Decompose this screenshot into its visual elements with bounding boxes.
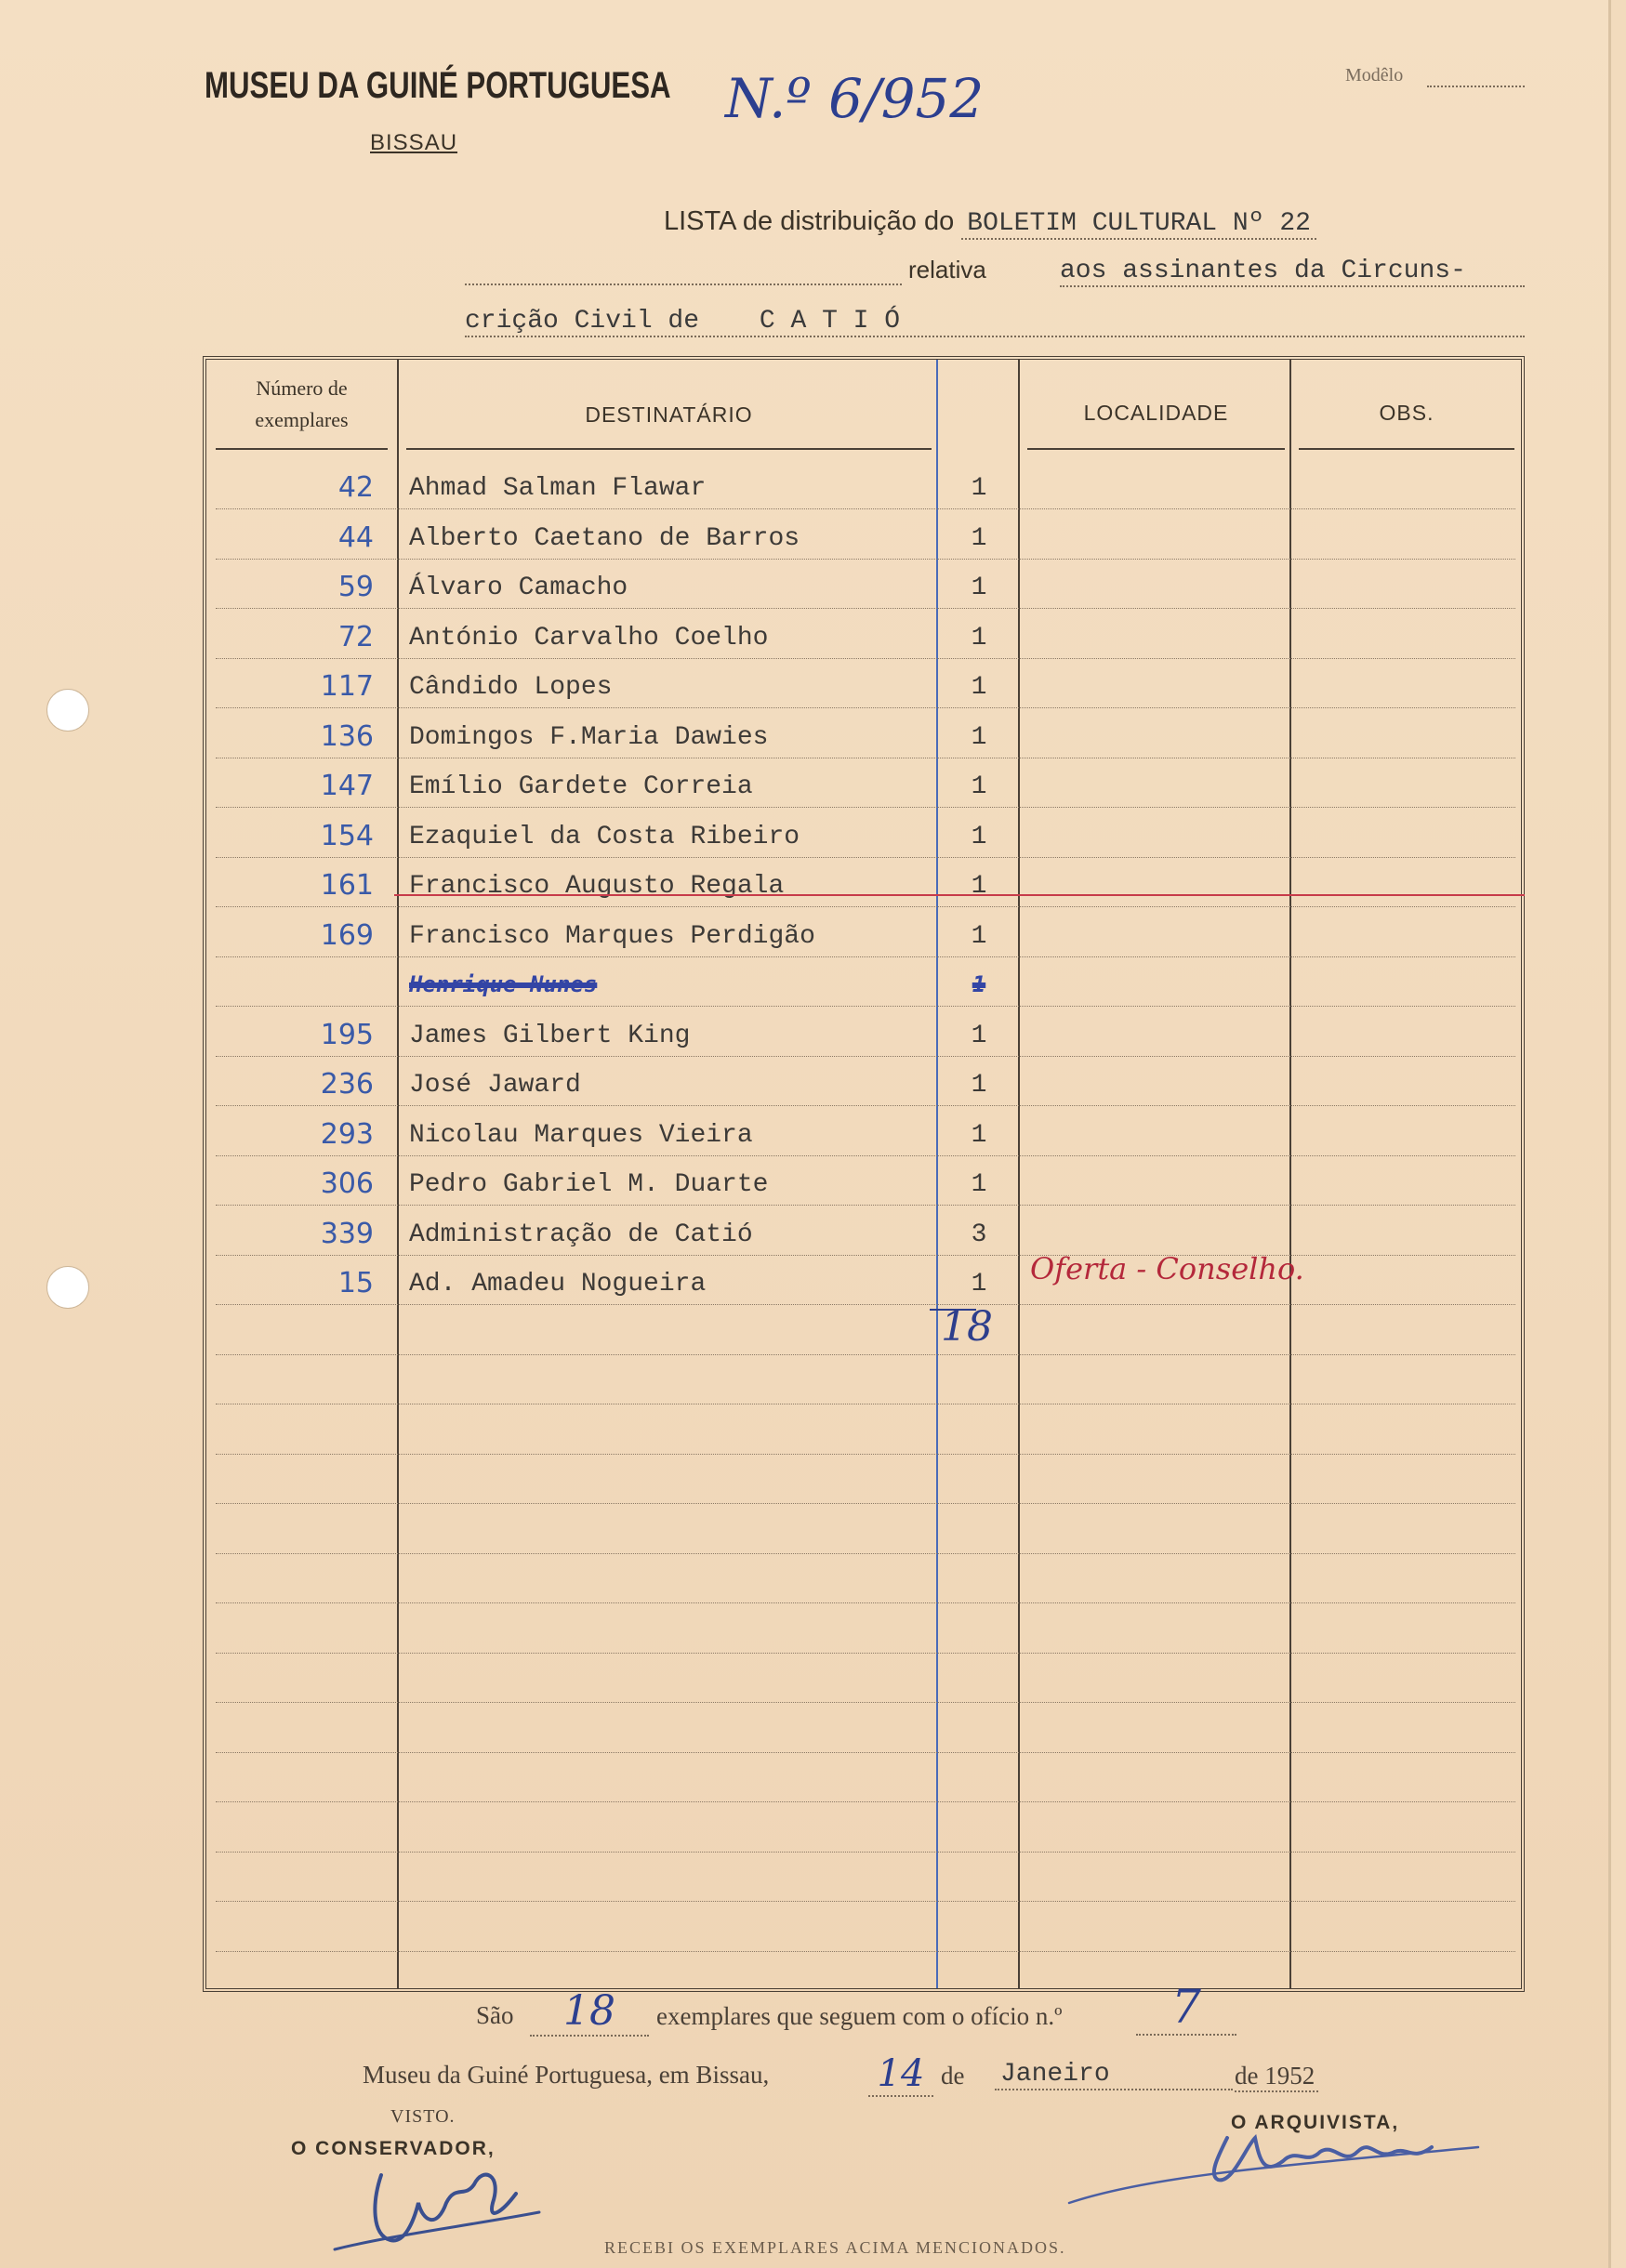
row-number: 169 [320, 918, 374, 952]
row-number: 161 [320, 869, 374, 902]
row-rule [216, 707, 1515, 708]
footer-de: de [941, 2062, 965, 2090]
row-recipient: Francisco Augusto Regala [409, 872, 785, 901]
total-count: 18 [941, 1303, 993, 1351]
row-quantity: 1 [971, 772, 987, 801]
row-rule [216, 1702, 1515, 1703]
row-rule [216, 1255, 1515, 1256]
row-recipient: Ezaquiel da Costa Ribeiro [409, 822, 800, 851]
header-rule-4 [1299, 448, 1514, 450]
row-rule [216, 1553, 1515, 1554]
footer-sao-value: 18 [530, 1987, 649, 2037]
punch-hole-bottom [46, 1266, 89, 1309]
row-number: 117 [320, 670, 374, 703]
row-number: 339 [320, 1217, 374, 1250]
row-rule [216, 1951, 1515, 1952]
relativa-label: relativa [908, 256, 986, 284]
row-rule [216, 1006, 1515, 1007]
circunscricao-text: crição Civil de [465, 307, 700, 336]
row-number: 72 [337, 620, 374, 653]
row-rule [216, 857, 1515, 858]
row-recipient: Alberto Caetano de Barros [409, 523, 800, 553]
row-number: 293 [320, 1117, 374, 1151]
row-number: 195 [320, 1018, 374, 1051]
row-rule [216, 1354, 1515, 1355]
row-rule [216, 658, 1515, 659]
row-rule [216, 1752, 1515, 1753]
row-rule [216, 1901, 1515, 1902]
row-rule [216, 559, 1515, 560]
assinantes-field: aos assinantes da Circuns- [1060, 257, 1525, 287]
row-quantity: 1 [971, 1021, 987, 1050]
conservador-label: O CONSERVADOR, [291, 2138, 496, 2159]
row-number: 59 [337, 571, 374, 603]
header-obs: OBS. [1379, 401, 1434, 425]
row-recipient: Francisco Marques Perdigão [409, 921, 815, 951]
city-name: BISSAU [370, 130, 458, 155]
col-divider-3 [1289, 360, 1291, 1988]
row-recipient: José Jaward [409, 1071, 581, 1100]
row-recipient: António Carvalho Coelho [409, 623, 769, 653]
row-recipient: Domingos F.Maria Dawies [409, 722, 769, 752]
row-rule [216, 807, 1515, 808]
locality-name: C A T I Ó [759, 307, 901, 336]
col-divider-qty [936, 360, 938, 1988]
conservador-signature [316, 2147, 558, 2259]
row-quantity: 1 [971, 921, 987, 951]
row-quantity: 1 [971, 623, 987, 653]
relativa-leader [465, 284, 902, 285]
row-rule [216, 956, 1515, 957]
row-number: 147 [320, 770, 374, 802]
punch-hole-top [46, 689, 89, 732]
header-numero-line2: exemplares [255, 408, 349, 431]
row-number: 136 [320, 719, 374, 753]
museum-name: MUSEU DA GUINÉ PORTUGUESA [205, 65, 671, 106]
row-recipient: Nicolau Marques Vieira [409, 1120, 753, 1150]
header-localidade: LOCALIDADE [1083, 401, 1229, 425]
row-rule [216, 1105, 1515, 1106]
row-quantity: 1 [971, 1071, 987, 1100]
row-number: 236 [320, 1068, 374, 1101]
arquivista-signature [1041, 2110, 1487, 2212]
row-rule [216, 1801, 1515, 1802]
row-quantity: 3 [971, 1220, 987, 1249]
row-recipient: Emílio Gardete Correia [409, 772, 753, 801]
row-rule [216, 1852, 1515, 1853]
header-numero [216, 373, 388, 436]
row-rule [216, 906, 1515, 907]
row-quantity: 1 [971, 822, 987, 851]
row-quantity: 1 [971, 1270, 987, 1299]
boletim-field: BOLETIM CULTURAL Nº 22 [961, 209, 1316, 240]
row-quantity: 1 [971, 574, 987, 602]
row-quantity: 1 [972, 971, 986, 997]
list-title-text: LISTA de distribuição do [664, 206, 955, 236]
row-number: 154 [320, 819, 374, 852]
row-quantity: 1 [971, 523, 987, 553]
footer-oficio-number: 7 [1136, 1980, 1236, 2036]
row-recipient: Administração de Catió [409, 1220, 753, 1249]
col-divider-2 [1018, 360, 1020, 1988]
header-rule-1 [216, 448, 388, 450]
row-rule [216, 1653, 1515, 1654]
row-rule [216, 1056, 1515, 1057]
oferta-note: Oferta - Conselho. [1030, 1251, 1304, 1286]
row-quantity: 1 [971, 474, 987, 503]
col-divider-1 [397, 360, 399, 1988]
row-quantity: 1 [971, 1120, 987, 1150]
footer-museum-line: Museu da Guiné Portuguesa, em Bissau, [363, 2061, 770, 2089]
header-rule-3 [1027, 448, 1285, 450]
row-number: 15 [337, 1267, 374, 1299]
row-recipient-struck: Henrique Nunes [409, 971, 598, 997]
row-rule [216, 1155, 1515, 1156]
header-destinatario: DESTINATÁRIO [585, 402, 753, 427]
row-quantity: 1 [971, 1170, 987, 1199]
row-rule [216, 1205, 1515, 1206]
arquivista-label: O ARQUIVISTA, [1231, 2112, 1400, 2133]
row-number: 306 [320, 1167, 374, 1200]
distribution-table [203, 356, 1525, 1992]
footer-day: 14 [868, 2052, 933, 2097]
visto-label: VISTO. [390, 2106, 456, 2127]
circunscricao-field [465, 307, 1525, 337]
model-label: Modêlo [1345, 65, 1404, 86]
row-number: 42 [337, 471, 374, 504]
row-recipient: Cândido Lopes [409, 673, 613, 702]
row-rule [216, 1304, 1515, 1305]
row-quantity: 1 [971, 673, 987, 702]
row-rule [216, 1454, 1515, 1455]
row-recipient: Ad. Amadeu Nogueira [409, 1270, 707, 1299]
oferta-underline [394, 894, 1525, 896]
row-number: 44 [337, 521, 374, 554]
list-title [664, 206, 1316, 238]
footer-year: de 1952 [1235, 2062, 1318, 2092]
row-rule [216, 1503, 1515, 1504]
footer-month: Janeiro [995, 2060, 1233, 2090]
row-quantity: 1 [971, 872, 987, 901]
row-quantity: 1 [971, 722, 987, 752]
row-recipient: Ahmad Salman Flawar [409, 474, 707, 503]
document-number: N.º 6/952 [725, 67, 985, 130]
model-line [1427, 86, 1525, 87]
row-rule [216, 608, 1515, 609]
footer-sao: São [476, 2001, 514, 2029]
received-note: RECEBI OS EXEMPLARES ACIMA MENCIONADOS. [604, 2238, 1066, 2257]
row-recipient: James Gilbert King [409, 1021, 691, 1050]
row-rule [216, 1602, 1515, 1603]
header-rule-2 [406, 448, 932, 450]
row-recipient: Álvaro Camacho [409, 574, 628, 602]
header-numero-line1: Número de [256, 376, 348, 400]
row-rule [216, 508, 1515, 509]
row-recipient: Pedro Gabriel M. Duarte [409, 1170, 769, 1199]
footer-exemplares-text: exemplares que seguem com o ofício n.º [656, 2002, 1063, 2030]
